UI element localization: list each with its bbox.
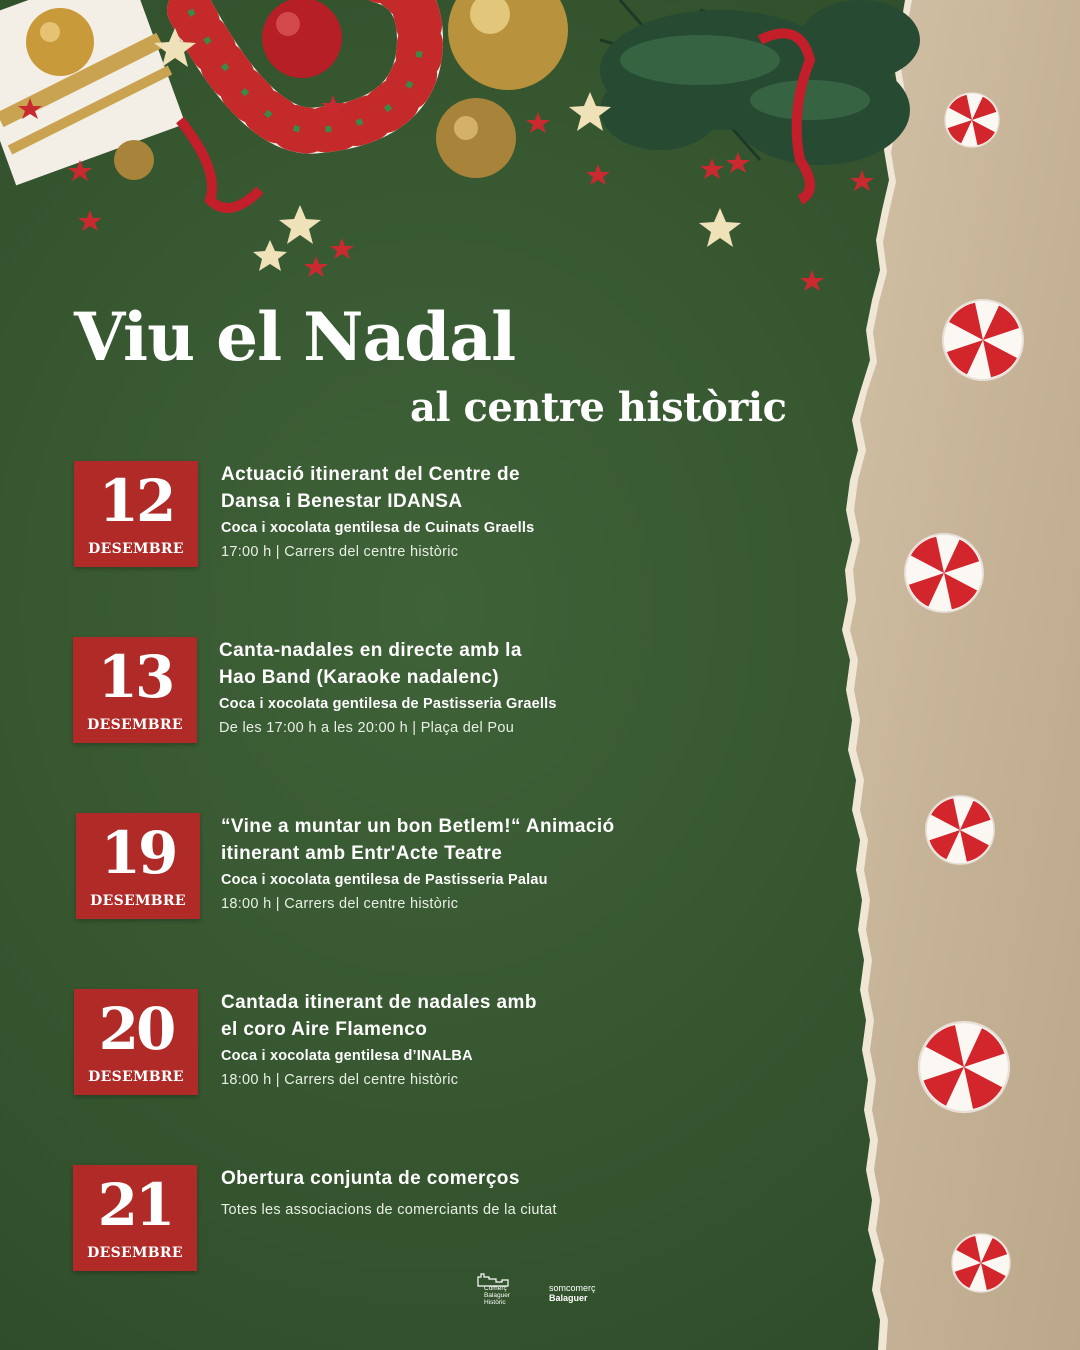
date-badge [73, 1165, 197, 1271]
event-sponsor: Coca i xocolata gentilesa d’INALBA [221, 1048, 473, 1064]
date-month: DESEMBRE [88, 1069, 184, 1085]
date-badge [73, 637, 197, 743]
event-item [0, 1165, 860, 1275]
logo-line: Balaguer [484, 1292, 511, 1299]
page-title: Viu el Nadal [74, 298, 516, 376]
event-sponsor: Coca i xocolata gentilesa de Cuinats Graells [221, 520, 535, 536]
date-day: 20 [98, 995, 174, 1063]
event-item [0, 813, 860, 923]
date-month: DESEMBRE [90, 893, 186, 909]
event-title: Cantada itinerant de nadales amb el coro Aire Flamenco [221, 992, 537, 1040]
event-item [0, 989, 860, 1099]
event-details: Totes les associacions de comerciants de la ciutat [221, 1202, 557, 1218]
date-day: 13 [97, 643, 173, 711]
logo-line: Comerç [484, 1285, 507, 1292]
peppermint-icon [919, 1022, 1009, 1112]
event-item [0, 461, 860, 571]
logo-line: somcomerç [549, 1283, 596, 1293]
event-info [221, 461, 691, 560]
event-info [219, 637, 689, 736]
date-day: 21 [97, 1171, 173, 1239]
date-badge [74, 461, 198, 567]
logo-line: Balaguer [549, 1293, 588, 1303]
event-title: Canta-nadales en directe amb la Hao Band (Karaoke nadalenc) [219, 640, 522, 688]
event-title: “Vine a muntar un bon Betlem!“ Animació itinerant amb Entr'Acte Teatre [221, 816, 615, 864]
peppermint-icon [952, 1234, 1010, 1292]
date-day: 12 [98, 467, 174, 535]
date-month: DESEMBRE [87, 1245, 183, 1261]
event-details: 17:00 h | Carrers del centre històric [221, 544, 459, 560]
event-details: 18:00 h | Carrers del centre històric [221, 896, 459, 912]
event-title: Actuació itinerant del Centre de Dansa i Benestar IDANSA [221, 464, 520, 512]
event-item [0, 637, 860, 747]
page-subtitle: al centre històric [410, 384, 787, 431]
date-month: DESEMBRE [88, 541, 184, 557]
peppermint-icon [926, 796, 994, 864]
event-sponsor: Coca i xocolata gentilesa de Pastisseria Graells [219, 696, 557, 712]
date-badge [74, 989, 198, 1095]
event-info [221, 813, 741, 912]
logo-somcomerc-balaguer [549, 1283, 619, 1307]
date-badge [76, 813, 200, 919]
event-info [221, 1165, 691, 1218]
logo-comerc-balaguer-historic [476, 1271, 536, 1311]
peppermint-icon [905, 534, 983, 612]
event-details: 18:00 h | Carrers del centre històric [221, 1072, 459, 1088]
event-details: De les 17:00 h a les 20:00 h | Plaça del Pou [219, 720, 515, 736]
event-info [221, 989, 691, 1088]
logo-line: Històric [484, 1299, 506, 1306]
date-day: 19 [100, 819, 176, 887]
peppermint-icon [943, 300, 1023, 380]
event-title: Obertura conjunta de comerços [221, 1168, 520, 1189]
event-sponsor: Coca i xocolata gentilesa de Pastisseria Palau [221, 872, 548, 888]
date-month: DESEMBRE [87, 717, 183, 733]
peppermint-icon [945, 93, 999, 147]
